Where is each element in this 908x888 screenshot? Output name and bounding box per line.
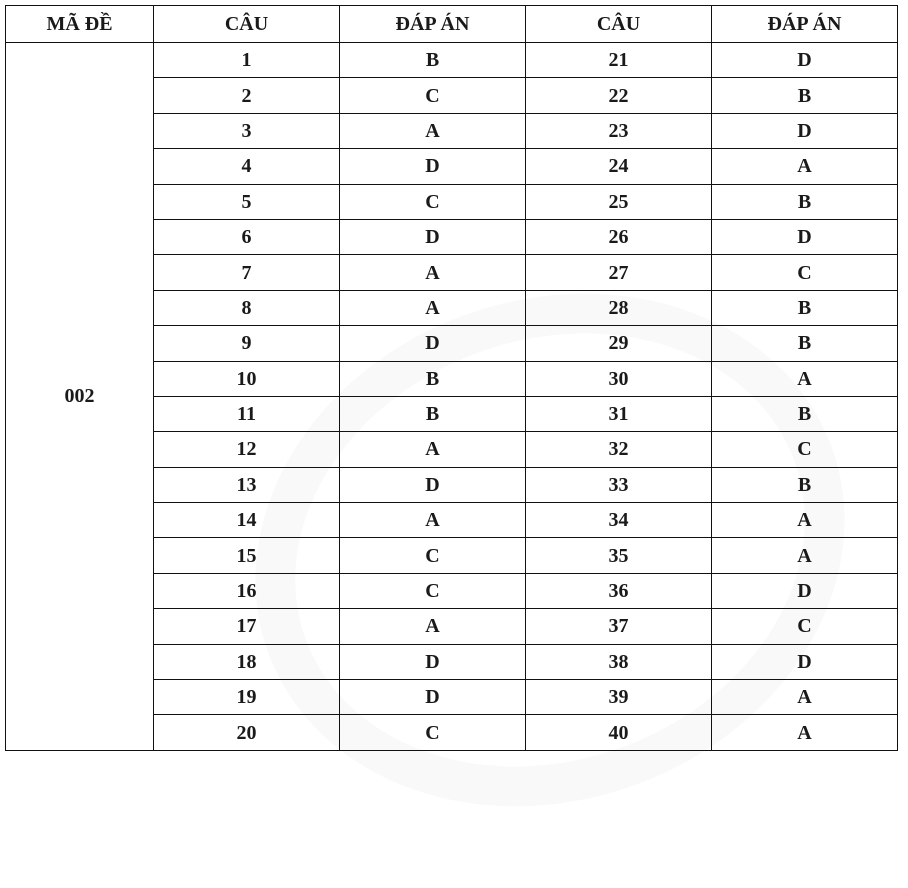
answer-left: D xyxy=(340,149,526,184)
answer-left: C xyxy=(340,538,526,573)
answer-right: D xyxy=(712,573,898,608)
answer-left: C xyxy=(340,184,526,219)
answer-left: B xyxy=(340,361,526,396)
answer-key-table xyxy=(5,5,898,751)
question-number-left: 5 xyxy=(154,184,340,219)
question-number-left: 16 xyxy=(154,573,340,608)
question-number-left: 2 xyxy=(154,78,340,113)
header-question-left: CÂU xyxy=(154,6,340,43)
answer-right: B xyxy=(712,326,898,361)
answer-right: B xyxy=(712,467,898,502)
answer-left: D xyxy=(340,467,526,502)
answer-left: B xyxy=(340,396,526,431)
answer-left: A xyxy=(340,432,526,467)
question-number-right: 40 xyxy=(526,715,712,750)
answer-right: D xyxy=(712,644,898,679)
answer-right: A xyxy=(712,680,898,715)
question-number-right: 29 xyxy=(526,326,712,361)
question-number-right: 39 xyxy=(526,680,712,715)
answer-right: B xyxy=(712,184,898,219)
answer-right: C xyxy=(712,255,898,290)
answer-right: D xyxy=(712,219,898,254)
question-number-right: 34 xyxy=(526,503,712,538)
answer-left: A xyxy=(340,609,526,644)
answer-left: C xyxy=(340,715,526,750)
question-number-left: 4 xyxy=(154,149,340,184)
question-number-right: 23 xyxy=(526,113,712,148)
answer-left: D xyxy=(340,680,526,715)
header-row xyxy=(6,6,898,43)
question-number-left: 13 xyxy=(154,467,340,502)
question-number-left: 11 xyxy=(154,396,340,431)
answer-right: B xyxy=(712,396,898,431)
question-number-left: 10 xyxy=(154,361,340,396)
header-answer-left: ĐÁP ÁN xyxy=(340,6,526,43)
answer-right: C xyxy=(712,432,898,467)
question-number-right: 24 xyxy=(526,149,712,184)
answer-left: D xyxy=(340,644,526,679)
answer-right: B xyxy=(712,78,898,113)
question-number-left: 14 xyxy=(154,503,340,538)
table-body xyxy=(6,43,898,751)
question-number-right: 31 xyxy=(526,396,712,431)
answer-left: A xyxy=(340,255,526,290)
table-row xyxy=(6,43,898,78)
answer-right: A xyxy=(712,503,898,538)
question-number-right: 27 xyxy=(526,255,712,290)
question-number-right: 37 xyxy=(526,609,712,644)
answer-right: A xyxy=(712,715,898,750)
header-question-right: CÂU xyxy=(526,6,712,43)
answer-left: D xyxy=(340,326,526,361)
answer-right: A xyxy=(712,538,898,573)
question-number-right: 38 xyxy=(526,644,712,679)
question-number-left: 1 xyxy=(154,43,340,78)
answer-right: A xyxy=(712,149,898,184)
header-answer-right: ĐÁP ÁN xyxy=(712,6,898,43)
question-number-left: 3 xyxy=(154,113,340,148)
answer-left: A xyxy=(340,290,526,325)
question-number-left: 6 xyxy=(154,219,340,254)
question-number-right: 22 xyxy=(526,78,712,113)
exam-code-cell: 002 xyxy=(6,43,154,751)
question-number-right: 30 xyxy=(526,361,712,396)
answer-left: C xyxy=(340,573,526,608)
question-number-left: 7 xyxy=(154,255,340,290)
answer-left: C xyxy=(340,78,526,113)
question-number-left: 15 xyxy=(154,538,340,573)
question-number-right: 21 xyxy=(526,43,712,78)
question-number-left: 9 xyxy=(154,326,340,361)
question-number-left: 19 xyxy=(154,680,340,715)
question-number-right: 28 xyxy=(526,290,712,325)
question-number-left: 20 xyxy=(154,715,340,750)
question-number-left: 17 xyxy=(154,609,340,644)
answer-left: A xyxy=(340,113,526,148)
answer-left: B xyxy=(340,43,526,78)
answer-right: D xyxy=(712,113,898,148)
table-header xyxy=(6,6,898,43)
question-number-left: 12 xyxy=(154,432,340,467)
question-number-right: 26 xyxy=(526,219,712,254)
question-number-right: 25 xyxy=(526,184,712,219)
question-number-right: 33 xyxy=(526,467,712,502)
answer-right: C xyxy=(712,609,898,644)
answer-right: B xyxy=(712,290,898,325)
answer-left: A xyxy=(340,503,526,538)
question-number-right: 35 xyxy=(526,538,712,573)
question-number-left: 8 xyxy=(154,290,340,325)
answer-right: D xyxy=(712,43,898,78)
question-number-right: 32 xyxy=(526,432,712,467)
answer-right: A xyxy=(712,361,898,396)
header-exam-code: MÃ ĐỀ xyxy=(6,6,154,43)
answer-left: D xyxy=(340,219,526,254)
question-number-left: 18 xyxy=(154,644,340,679)
question-number-right: 36 xyxy=(526,573,712,608)
